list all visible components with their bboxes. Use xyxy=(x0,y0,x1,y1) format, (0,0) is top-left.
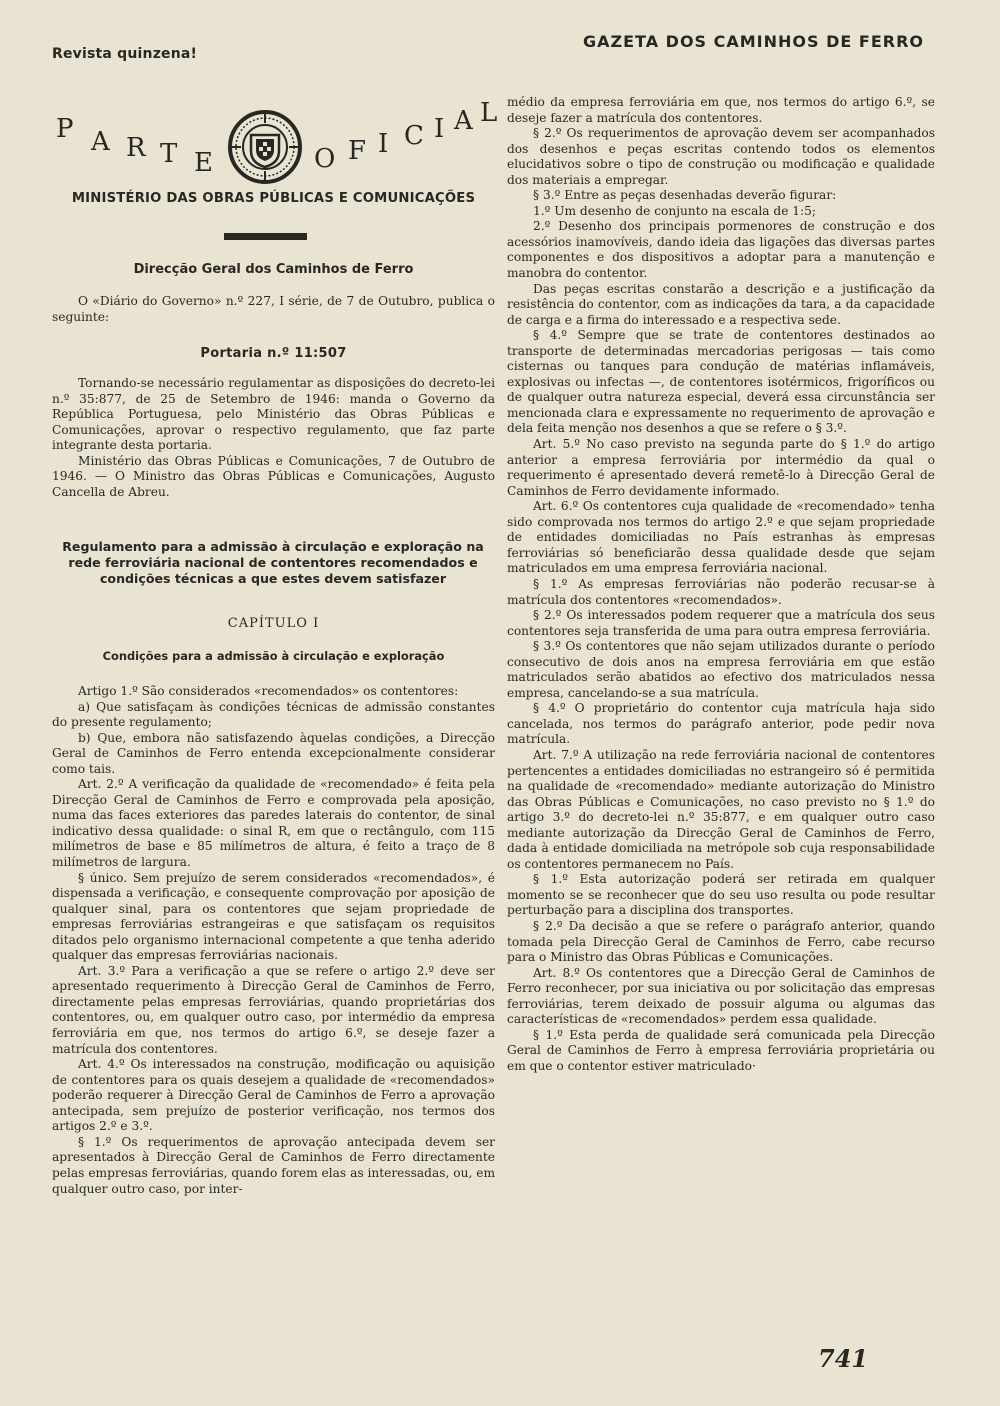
article-paragraph: médio da empresa ferroviária em que, nos termos do artigo 6.º, se deseje fazer a matrícula dos contentores. xyxy=(507,95,935,125)
article-paragraph: Artigo 1.º São considerados «recomendados» os contentores: xyxy=(78,684,459,698)
title-letter: R xyxy=(126,133,148,163)
direccao-heading: Direcção Geral dos Caminhos de Ferro xyxy=(133,262,414,277)
portaria-heading: Portaria n.º 11:507 xyxy=(200,346,347,361)
article-paragraph: § 1.º Esta autorização poderá ser retirada em qualquer momento se se reconhecer que do seu uso resulta ou pode resultar perturbação para a disciplina dos transportes. xyxy=(507,872,935,918)
article-paragraph: Art. 5.º No caso previsto na segunda parte do § 1.º do artigo anterior a empresa ferroviária por intermédio da qual o requerimento é apresentado deverá remetê-lo à Direcção Geral de Caminhos de Ferro devidamente informado. xyxy=(507,437,935,498)
intro-paragraph: O «Diário do Governo» n.º 227, I série, de 7 de Outubro, publica o seguinte: xyxy=(52,294,495,324)
article-paragraph: Art. 6.º Os contentores cuja qualidade de «recomendado» tenha sido comprovada nos termos do artigo 2.º e que sejam propriedade de entidades domiciliadas no País estranhas às empresas ferroviárias só beneficiarão dessa qualidade desde que sejam matriculados em uma empresa ferroviária nacional. xyxy=(507,499,935,576)
left-column-body xyxy=(52,684,495,1197)
article-paragraph: Art. 8.º Os contentores que a Direcção Geral de Caminhos de Ferro reconhecer, por sua iniciativa ou por solicitação das empresas ferroviárias, terem deixado de possuir alguma ou algumas das características de «recomendados» perdem essa qualidade. xyxy=(507,965,935,1027)
header-left: Revista quinzena! xyxy=(52,46,198,62)
article-paragraph: § 1.º Os requerimentos de aprovação antecipada devem ser apresentados à Direcção Geral de Caminhos de Ferro directamente pelas empresas ferroviárias, quando forem elas as interessadas, ou, em qualquer outro caso, por inter- xyxy=(52,1134,495,1196)
article-paragraph: § 2.º Os interessados podem requerer que a matrícula dos seus contentores seja transferida de uma para outra empresa ferroviária. xyxy=(507,608,935,638)
article-paragraph: § 4.º O proprietário do contentor cuja matrícula haja sido cancelada, nos termos do parágrafo anterior, pode pedir nova matrícula. xyxy=(507,701,935,747)
title-letter: I xyxy=(434,114,447,144)
article-paragraph: § 1.º As empresas ferroviárias não poderão recusar-se à matrícula dos contentores «recomendados». xyxy=(507,576,935,607)
article-paragraph: Art. 4.º Os interessados na construção, modificação ou aquisição de contentores para os quais desejem a qualidade de «recomendados» poderão requerer à Direcção Geral de Caminhos de Ferro a aprovação antecipada, sem prejuízo de posterior verificação, nos termos dos artigos 2.º e 3.º. xyxy=(52,1057,495,1134)
title-letter: A xyxy=(454,106,475,136)
article-paragraph: Art. 7.º A utilização na rede ferroviária nacional de contentores pertencentes a entidades domiciliadas no estrangeiro só é permitida na qualidade de «recomendado» mediante autorização do Ministro das Obras Públicas e Comunicações, no caso previsto no § 1.º do artigo 3.º do decreto-lei n.º 35:877, e em qualquer outro caso mediante autorização da Direcção Geral de Caminhos de Ferro, dada à entidade domiciliada na metrópole sob cuja responsabilidade os contentores permanecem no País. xyxy=(507,747,935,871)
title-letter: T xyxy=(160,139,180,169)
article-paragraph: § 3.º Os contentores que não sejam utilizados durante o período consecutivo de dois anos na empresa ferroviária em que estão matriculados serão abatidos ao efectivo dos matriculados nessa empresa, cancelando-se a sua matrícula. xyxy=(507,639,935,700)
article-paragraph: § 2.º Os requerimentos de aprovação devem ser acompanhados dos desenhos e peças escritas contendo todos os elementos elucidativos sobre o tipo de construção ou modificação e qualidade dos materiais a empregar. xyxy=(507,126,935,187)
ministerio-heading: MINISTÉRIO DAS OBRAS PÚBLICAS E COMUNICAÇÕES xyxy=(71,191,476,206)
heading-rule xyxy=(224,233,307,240)
title-letter: F xyxy=(348,136,369,166)
portaria-body xyxy=(52,376,495,500)
header-right: GAZETA DOS CAMINHOS DE FERRO xyxy=(582,32,924,51)
article-paragraph: Art. 3.º Para a verificação a que se refere o artigo 2.º deve ser apresentado requerimento à Direcção Geral de Caminhos de Ferro, directamente pelas empresas ferroviárias, quando proprietárias dos contentores, ou, em qualquer outro caso, por intermédio da empresa ferroviária em que, nos termos do artigo 6.º, se deseje fazer a matrícula dos contentores. xyxy=(52,963,495,1056)
portaria-paragraph: Tornando-se necessário regulamentar as disposições do decreto-lei n.º 35:877, de 25 de Setembro de 1946: manda o Governo da República Portuguesa, pelo Ministério das Obras Públicas e Comunicações, aprovar o respectivo regulamento, que faz parte integrante desta portaria. xyxy=(52,376,495,453)
article-paragraph: § 1.º Esta perda de qualidade será comunicada pela Direcção Geral de Caminhos de Ferro à empresa ferroviária proprietária ou em que o contentor estiver matriculado· xyxy=(507,1027,935,1073)
regulamento-title: Regulamento para a admissão à circulação e exploração na rede ferroviária nacional de contentores recomendados e condições técnicas a que estes devem satisfazer xyxy=(62,539,484,586)
article-paragraph: 1.º Um desenho de conjunto na escala de 1:5; xyxy=(533,203,817,218)
article-paragraph: a) Que satisfaçam às condições técnicas de admissão constantes do presente regulamento; xyxy=(52,699,495,730)
title-letter: L xyxy=(480,98,500,128)
title-letter: C xyxy=(404,121,426,151)
right-column-body xyxy=(507,95,935,1074)
article-paragraph: § 2.º Da decisão a que se refere o parágrafo anterior, quando tomada pela Direcção Geral de Caminhos de Ferro, cabe recurso para o Ministro das Obras Públicas e Comunicações. xyxy=(507,918,935,965)
article-paragraph: § 3.º Entre as peças desenhadas deverão figurar: xyxy=(533,188,837,203)
title-letter: I xyxy=(378,129,391,159)
condicoes-heading: Condições para a admissão à circulação e exploração xyxy=(102,649,445,663)
intro-block xyxy=(52,294,495,325)
title-letter: A xyxy=(91,127,112,157)
article-paragraph: § único. Sem prejuízo de serem considerados «recomendados», é dispensada a verificação, e consequente comprovação por aposição de qualquer sinal, para os contentores que sejam propriedade de empresas ferroviárias estrangeiras e que satisfaçam os requisitos ditados pelo organismo internacional competente a que tenha aderido qualquer das empresas ferroviárias nacionais. xyxy=(52,870,495,963)
article-paragraph: b) Que, embora não satisfazendo àquelas condições, a Direcção Geral de Caminhos de Ferro entenda excepcionalmente considerar como tais. xyxy=(52,730,495,776)
capitulo-heading: CAPÍTULO I xyxy=(227,616,320,631)
article-paragraph: Art. 2.º A verificação da qualidade de «recomendado» é feita pela Direcção Geral de Caminhos de Ferro e comprovada pela aposição, numa das faces exteriores das paredes laterais do contentor, de sinal indicativo dessa qualidade: o sinal R, em que o rectângulo, com 115 milímetros de base e 85 milímetros de altura, é feito a traço de 8 milímetros de largura. xyxy=(52,777,495,870)
page-number: 741 xyxy=(818,1344,869,1373)
article-paragraph: Das peças escritas constarão a descrição e a justificação da resistência do contentor, com as indicações da tara, a da capacidade de carga e a firma do interessado e a respectiva sede. xyxy=(507,281,935,327)
title-letter: P xyxy=(56,114,76,144)
title-letter: E xyxy=(194,148,215,178)
article-paragraph: 2.º Desenho dos principais pormenores de construção e dos acessórios inamovíveis, dando ideia das ligações das diversas partes componentes e dos dispositivos a adoptar para a manutenção e manobra do contentor. xyxy=(507,219,935,281)
title-letter: O xyxy=(314,144,338,174)
article-paragraph: § 4.º Sempre que se trate de contentores destinados ao transporte de determinadas mercadorias perigosas — tais como cisternas ou tanques para condução de matérias inflamáveis, explosivas ou infectas —, de contentores isotérmicos, frigoríficos ou de qualquer outra natureza especial, deverá essa circunstância ser mencionada clara e expressamente no requerimento de aprovação e dela feita menção nos desenhos a que se refere o § 3.º. xyxy=(507,328,935,436)
signature-paragraph: Ministério das Obras Públicas e Comunicações, 7 de Outubro de 1946. — O Ministro das Obras Públicas e Comunicações, Augusto Cancella de Abreu. xyxy=(52,453,495,499)
portuguese-arms-seal-icon xyxy=(227,109,303,185)
